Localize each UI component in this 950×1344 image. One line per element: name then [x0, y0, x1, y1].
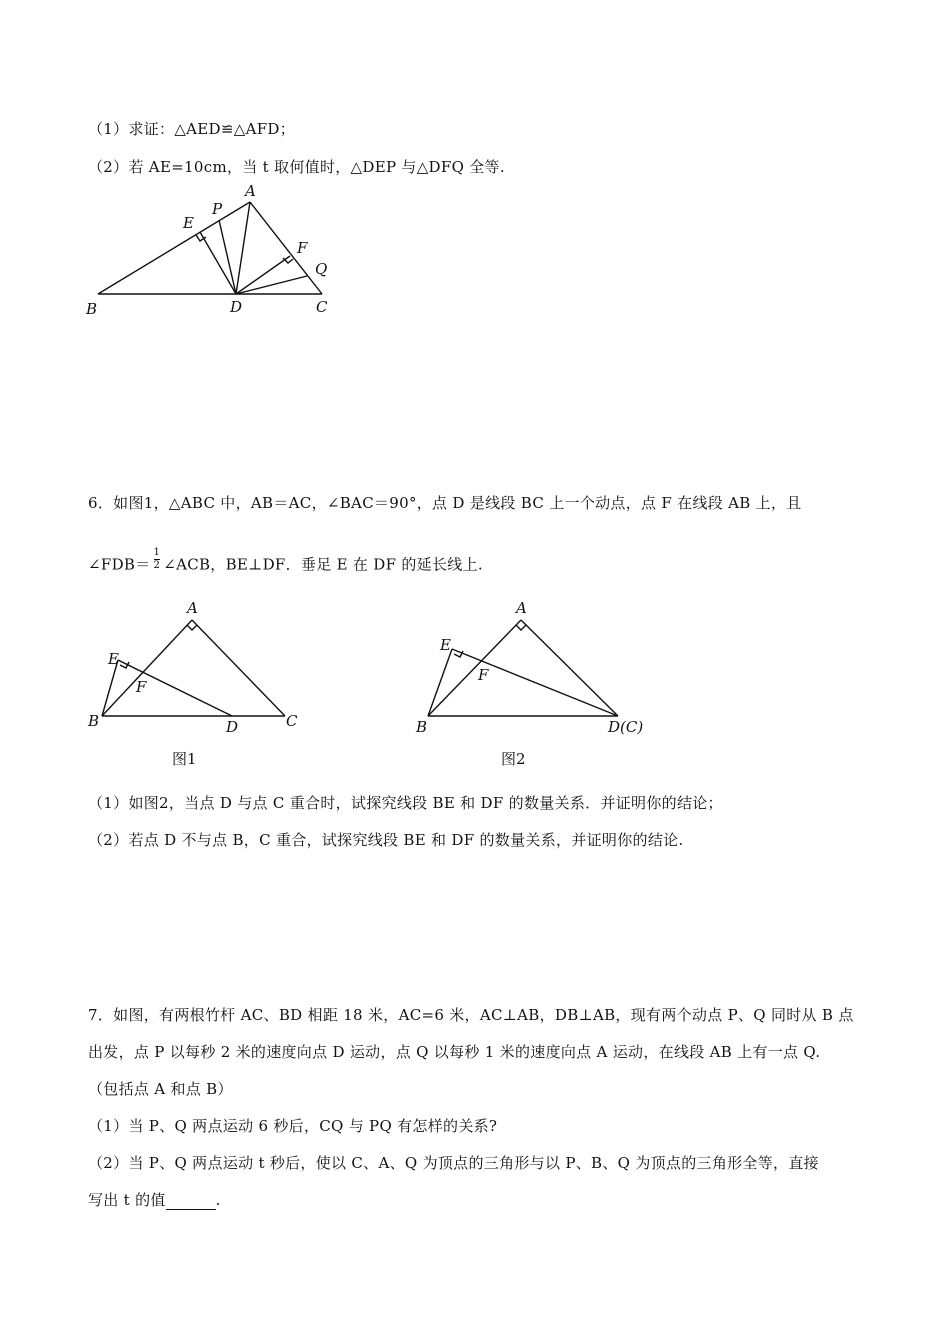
- q6f2-label-A: A: [516, 599, 527, 617]
- q5-label-A: A: [245, 182, 256, 200]
- q7-part2: （2）当 P、Q 两点运动 t 秒后，使以 C、A、Q 为顶点的三角形与以 P、B、Q 为顶点的三角形全等，直接: [88, 1154, 819, 1172]
- q6f2-label-F: F: [478, 666, 489, 684]
- q5-label-E: E: [183, 214, 194, 232]
- q6f2-label-DC: D(C): [608, 718, 644, 736]
- q6-line2-pre: ∠FDB＝: [88, 555, 151, 574]
- q6f1-label-F: F: [136, 678, 147, 696]
- q7-line2: 出发，点 P 以每秒 2 米的速度向点 D 运动，点 Q 以每秒 1 米的速度向点 A 运动，在线段 AB 上有一点 Q.: [88, 1043, 821, 1061]
- q5-label-P: P: [212, 200, 223, 218]
- q5-label-D: D: [230, 298, 243, 316]
- q6-frac-num: 1: [153, 547, 161, 558]
- q5-part1: （1）求证：△AED≌△AFD；: [88, 120, 296, 138]
- q6-part1: （1）如图2，当点 D 与点 C 重合时，试探究线段 BE 和 DF 的数量关系．并证明你的结论；: [88, 794, 723, 812]
- q7-line3: （包括点 A 和点 B）: [88, 1080, 233, 1098]
- q5-label-C: C: [316, 298, 328, 316]
- q6-fig2-caption: 图2: [501, 750, 526, 768]
- q6-line2-post: ∠ACB，BE⊥DF．垂足 E 在 DF 的延长线上.: [163, 555, 483, 574]
- q5-part2: （2）若 AE=10cm，当 t 取何值时，△DEP 与△DFQ 全等.: [88, 158, 505, 176]
- q6f1-label-B: B: [88, 712, 100, 730]
- answer-blank[interactable]: [166, 1195, 216, 1210]
- q5-label-Q: Q: [315, 260, 328, 278]
- q6-frac-den: 2: [153, 560, 161, 571]
- q6-part2: （2）若点 D 不与点 B，C 重合，试探究线段 BE 和 DF 的数量关系，并证明你的结论.: [88, 831, 684, 849]
- q5-label-B: B: [86, 300, 98, 318]
- q5-label-F: F: [297, 239, 308, 257]
- q7-part3: [88, 1189, 221, 1210]
- q6-fig1-caption: 图1: [172, 750, 197, 768]
- q6f2-label-B: B: [416, 718, 428, 736]
- q6f2-label-E: E: [440, 636, 451, 654]
- q6f1-label-A: A: [187, 599, 198, 617]
- q7-part1: （1）当 P、Q 两点运动 6 秒后，CQ 与 PQ 有怎样的关系?: [88, 1117, 498, 1135]
- q7-line1: 7．如图，有两根竹杆 AC、BD 相距 18 米，AC=6 米，AC⊥AB，DB⊥AB，现有两个动点 P、Q 同时从 B 点: [88, 1006, 854, 1024]
- q7-part3-post: .: [215, 1191, 221, 1209]
- q6-line1: 6．如图1，△ABC 中，AB＝AC，∠BAC＝90°，点 D 是线段 BC 上一个动点，点 F 在线段 AB 上，且: [88, 494, 802, 512]
- q6f1-label-E: E: [108, 650, 119, 668]
- q6f1-label-D: D: [226, 718, 239, 736]
- q6f1-label-C: C: [286, 712, 298, 730]
- q7-part3-pre: 写出 t 的值: [88, 1191, 166, 1209]
